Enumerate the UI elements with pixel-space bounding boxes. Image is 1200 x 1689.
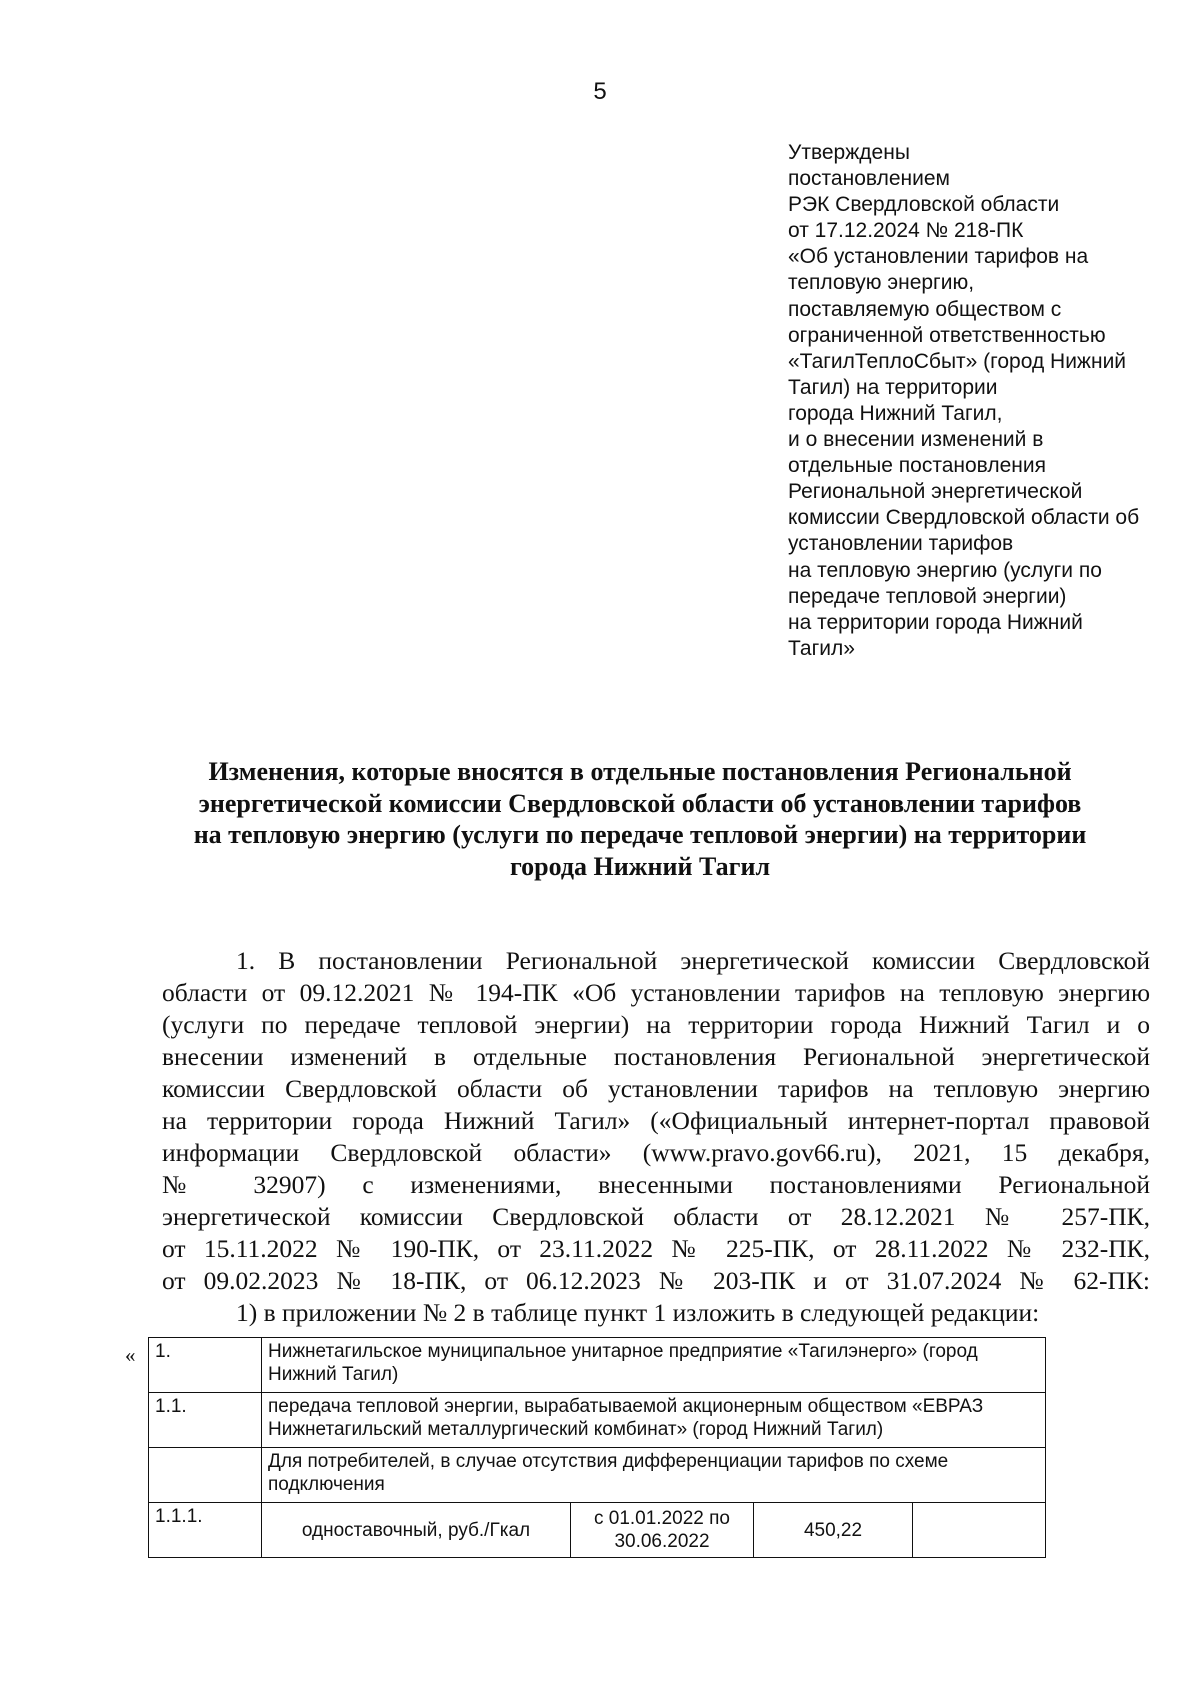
title-line: энергетической комиссии Свердловской области об установлении тарифов (198, 788, 1082, 818)
table-row (149, 1338, 1046, 1393)
body-line: (услуги по передаче тепловой энергии) на территории города Нижний Тагил и о (162, 1010, 1150, 1039)
tariff-table (148, 1337, 1046, 1558)
row-number: 1. (149, 1338, 262, 1393)
approval-block (788, 140, 1168, 662)
approval-line: отдельные постановления (788, 454, 1046, 478)
approval-line: тепловую энергию, (788, 271, 975, 295)
row-number: 1.1. (149, 1393, 262, 1448)
row-text: Нижнетагильское муниципальное унитарное предприятие «Тагилэнерго» (город Нижний Тагил) (262, 1338, 1046, 1393)
title-line: города Нижний Тагил (509, 851, 771, 881)
approval-line: на территории города Нижний (788, 610, 1083, 634)
row-number-empty (149, 1448, 262, 1503)
approval-line: Региональной энергетической (788, 480, 1083, 504)
row-text: Для потребителей, в случае отсутствия дифференциации тарифов по схеме подключения (262, 1448, 1046, 1503)
body-line: № 32907) с изменениями, внесенными постановлениями Региональной (162, 1170, 1150, 1199)
title-line: Изменения, которые вносятся в отдельные постановления Региональной (208, 757, 1072, 786)
approval-line: постановлением (788, 167, 950, 191)
approval-line: и о внесении изменений в (788, 428, 1044, 452)
approval-line: поставляемую обществом с (788, 297, 1062, 321)
row-number: 1.1.1. (149, 1503, 262, 1558)
body-line: информации Свердловской области» (www.pravo.gov66.ru), 2021, 15 декабря, (162, 1138, 1150, 1167)
approval-line: Тагил) на территории (788, 375, 998, 399)
value-cell: 450,22 (754, 1503, 913, 1558)
row-text: передача тепловой энергии, вырабатываемой акционерным обществом «ЕВРАЗ Нижнетагильский металлургический комбинат» (город Нижний Тагил) (262, 1393, 1046, 1448)
body-line: области от 09.12.2021 № 194-ПК «Об установлении тарифов на тепловую энергию (162, 978, 1150, 1007)
body-line: от 09.02.2023 № 18-ПК, от 06.12.2023 № 203-ПК и от 31.07.2024 № 62-ПК: (162, 1266, 1150, 1295)
approval-line: «Об установлении тарифов на (788, 245, 1089, 269)
body-line: внесении изменений в отдельные постановления Региональной энергетической (162, 1042, 1150, 1071)
approval-line: Утверждены (788, 141, 910, 164)
table-row (149, 1503, 1046, 1558)
table-row (149, 1393, 1046, 1448)
approval-line: Тагил» (788, 636, 855, 660)
table-row (149, 1448, 1046, 1503)
document-title (160, 756, 1120, 882)
approval-line: комиссии Свердловской области об (788, 506, 1140, 530)
extra-cell (913, 1503, 1046, 1558)
body-line: на территории города Нижний Тагил» («Официальный интернет-портал правовой (162, 1106, 1150, 1135)
body-line: комиссии Свердловской области об установлении тарифов на тепловую энергию (162, 1074, 1150, 1103)
approval-line: передаче тепловой энергии) (788, 584, 1067, 608)
approval-line: ограниченной ответственностью (788, 323, 1106, 347)
title-line: на тепловую энергию (услуги по передаче тепловой энергии) на территории (193, 820, 1087, 849)
approval-line: установлении тарифов (788, 532, 1014, 556)
approval-line: города Нижний Тагил, (788, 401, 1003, 425)
page-number: 5 (593, 78, 607, 105)
approval-line: на тепловую энергию (услуги по (788, 558, 1102, 582)
approval-line: от 17.12.2024 № 218-ПК (788, 219, 1024, 243)
opening-quote: « (125, 1343, 136, 1367)
rate-type-cell: одноставочный, руб./Гкал (262, 1503, 571, 1558)
approval-line: «ТагилТеплоСбыт» (город Нижний (788, 349, 1127, 373)
body-paragraph (162, 945, 1150, 1329)
approval-line: РЭК Свердловской области (788, 193, 1060, 217)
period-cell: с 01.01.2022 по 30.06.2022 (571, 1503, 754, 1558)
body-line: 1. В постановлении Региональной энергетической комиссии Свердловской (236, 946, 1150, 975)
body-line: энергетической комиссии Свердловской области от 28.12.2021 № 257-ПК, (162, 1202, 1150, 1231)
subitem-line: 1) в приложении № 2 в таблице пункт 1 изложить в следующей редакции: (236, 1298, 1040, 1327)
body-line: от 15.11.2022 № 190-ПК, от 23.11.2022 № 225-ПК, от 28.11.2022 № 232-ПК, (162, 1234, 1150, 1263)
